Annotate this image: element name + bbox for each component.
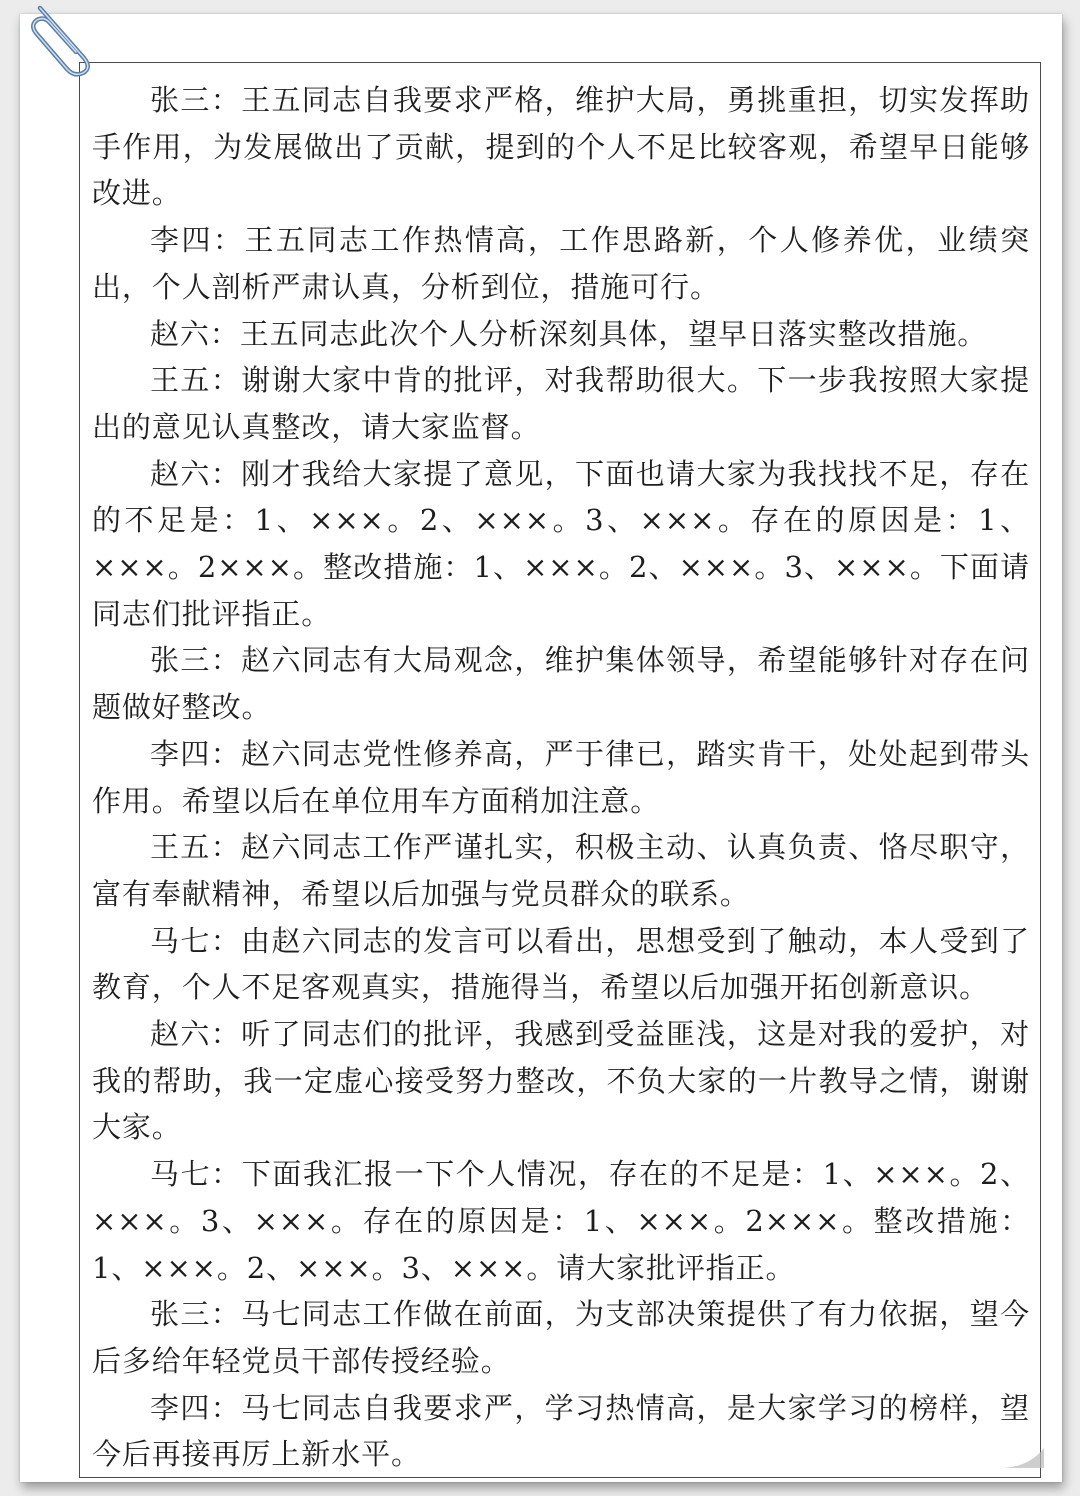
paragraph: 赵六：刚才我给大家提了意见，下面也请大家为我找找不足，存在的不足是：1、×××。2、×××。3、×××。存在的原因是：1、×××。2×××。整改措施：1、×××。2、×××。3、×××。下面请同志们批评指正。 xyxy=(92,456,1030,631)
document-page xyxy=(20,14,1062,1482)
paragraph: 王五：赵六同志工作严谨扎实，积极主动、认真负责、恪尽职守，富有奉献精神，希望以后加强与党员群众的联系。 xyxy=(92,830,1030,911)
paragraph: 张三：王五同志自我要求严格，维护大局，勇挑重担，切实发挥助手作用，为发展做出了贡献，提到的个人不足比较客观，希望早日能够改进。 xyxy=(92,83,1030,211)
page-curl-shadow xyxy=(1004,1448,1044,1468)
paragraph: 李四：王五同志工作热情高，工作思路新，个人修养优，业绩突出，个人剖析严肃认真，分析到位，措施可行。 xyxy=(92,223,1030,304)
paragraph: 赵六：听了同志们的批评，我感到受益匪浅，这是对我的爱护，对我的帮助，我一定虚心接受努力整改，不负大家的一片教导之情，谢谢大家。 xyxy=(92,1017,1030,1145)
paragraph: 李四：赵六同志党性修养高，严于律已，踏实肯干，处处起到带头作用。希望以后在单位用车方面稍加注意。 xyxy=(92,736,1030,818)
paragraph: 张三：赵六同志有大局观念，维护集体领导，希望能够针对存在问题做好整改。 xyxy=(92,643,1030,725)
text-frame xyxy=(79,62,1041,1478)
document-body xyxy=(92,77,1030,1478)
paragraph: 赵六：王五同志此次个人分析深刻具体，望早日落实整改措施。 xyxy=(150,316,988,351)
paragraph: 马七：下面我汇报一下个人情况，存在的不足是：1、×××。2、×××。3、×××。存在的原因是：1、×××。2×××。整改措施：1、×××。2、×××。3、×××。请大家批评指正。 xyxy=(92,1157,1030,1285)
paperclip-icon xyxy=(26,0,96,80)
paragraph: 王五：谢谢大家中肯的批评，对我帮助很大。下一步我按照大家提出的意见认真整改，请大家监督。 xyxy=(92,363,1030,444)
paragraph: 李四：马七同志自我要求严，学习热情高，是大家学习的榜样，望今后再接再厉上新水平。 xyxy=(92,1390,1030,1472)
paragraph: 马七：由赵六同志的发言可以看出，思想受到了触动，本人受到了教育，个人不足客观真实，措施得当，希望以后加强开拓创新意识。 xyxy=(92,923,1030,1005)
paragraph: 张三：马七同志工作做在前面，为支部决策提供了有力依据，望今后多给年轻党员干部传授经验。 xyxy=(92,1297,1030,1378)
